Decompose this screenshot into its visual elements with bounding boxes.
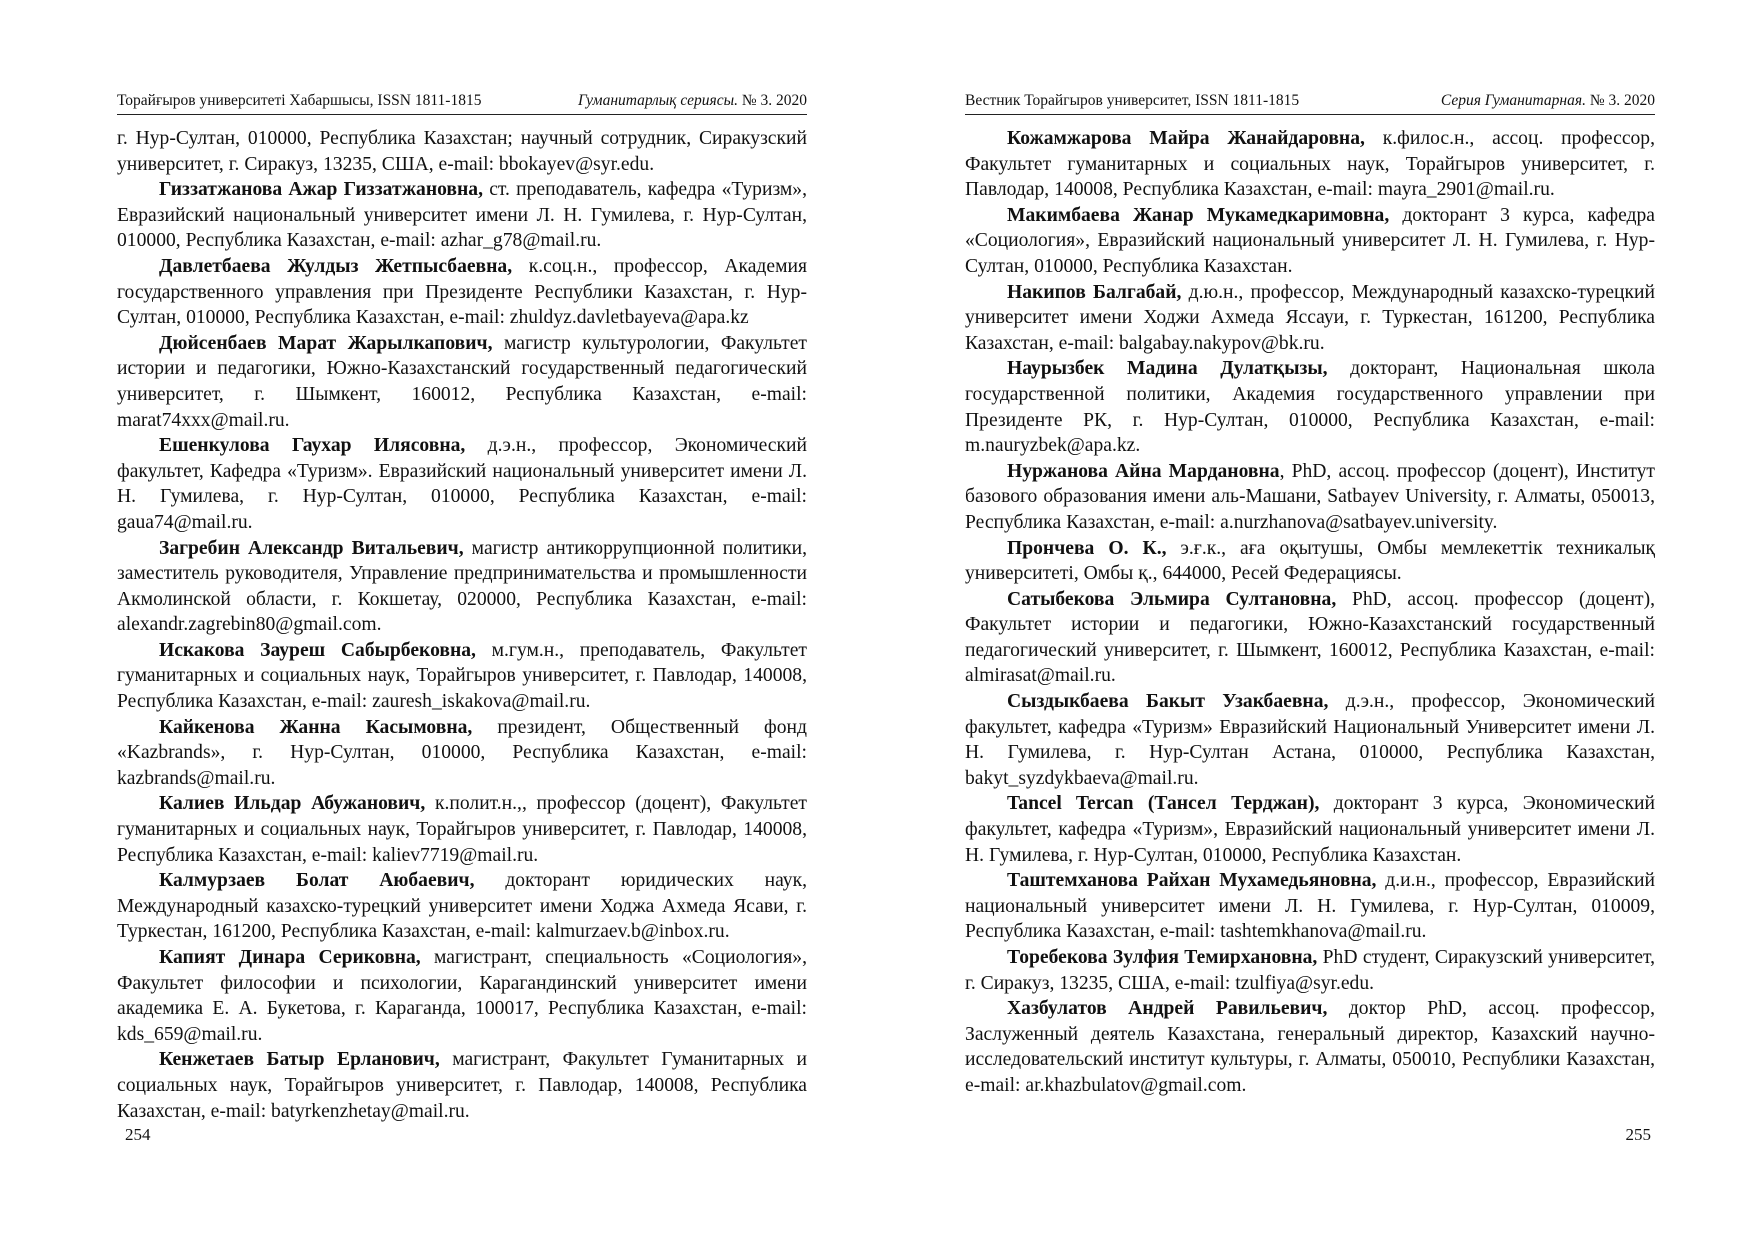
author-name: Давлетбаева Жулдыз Жетпысбаевна, [159,255,513,277]
author-entry [965,203,1655,280]
author-details: д.э.н., профессор, Экономический факультет, Кафедра «Туризм». Евразийский национальный университет имени Л. Н. Гумилева, г. Нур-Султан, 010000, Республика Казахстан, e-mail: gaua74@mail.ru. [117,435,807,533]
author-name: Кайкенова Жанна Касымовна, [159,716,473,738]
author-name: Капият Динара Сериковна, [159,947,421,968]
author-name: Загребин Александр Витальевич, [159,537,464,559]
author-name: Прончева О. К., [1007,537,1167,559]
author-details: к.полит.н.,, профессор (доцент), Факультет гуманитарных и социальных наук, Торайгыров университет, г. Павлодар, 140008, Республика Казахстан, e-mail: kaliev7719@mail.ru. [117,793,807,866]
author-entry [117,1047,807,1124]
author-entry [117,945,807,1047]
author-name: Ешенкулова Гаухар Илясовна, [159,435,466,457]
author-name: Макимбаева Жанар Мукамедкаримовна, [1007,204,1390,226]
author-name: Tancel Tercan (Тансел Терджан), [1007,793,1320,815]
author-name: Гиззатжанова Ажар Гиззатжановна, [159,179,483,201]
author-entry [965,536,1655,587]
author-name: Дюйсенбаев Марат Жарылкапович, [159,332,493,354]
issue-info: № 3. 2020 [737,92,807,109]
running-header [117,92,807,115]
author-name: Калмурзаев Болат Аюбаевич, [159,870,475,892]
author-list [965,126,1655,1099]
author-name: Наурызбек Мадина Дулатқызы, [1007,358,1328,380]
journal-title: Вестник Торайгыров университет, ISSN 1811-1815 [965,92,1300,109]
author-details: докторант юридических наук, Международный казахско-турецкий университет имени Ходжа Ахмеда Ясави, г. Туркестан, 161200, Республика Казахстан, e-mail: kalmurzaev.b@inbox.ru. [117,870,807,943]
author-name: Торебекова Зулфия Темирхановна, [1007,947,1318,968]
author-entry [965,356,1655,458]
continued-entry: г. Нур-Султан, 010000, Республика Казахстан; научный сотрудник, Сиракузский университет, г. Сиракуз, 13235, США, e-mail: bbokayev@syr.edu. [117,128,807,175]
author-entry [965,689,1655,791]
author-entry [965,945,1655,996]
author-details: , PhD, ассоц. профессор (доцент), Институт базового образования имени аль-Машани, Satbayev University, г. Алматы, 050013, Республика Казахстан, e-mail: a.nurzhanova@satbayev.university. [965,460,1655,533]
author-entry [965,791,1655,868]
author-details: к.филос.н., ассоц. профессор, Факультет гуманитарных и социальных наук, Торайгыров университет, г. Павлодар, 140008, Республика Казахстан, e-mail: mayra_2901@mail.ru. [965,128,1656,201]
author-details: доктор PhD, ассоц. профессор, Заслуженный деятель Казахстана, генеральный директор, Казахский научно-исследовательский институт культуры, г. Алматы, 050010, Республики Казахстан, e-mail: ar.khazbulatov@gmail.com. [965,998,1655,1096]
author-name: Калиев Ильдар Абужанович, [159,793,426,815]
series-title: Гуманитарлық сериясы. [578,92,738,109]
author-name: Кенжетаев Батыр Ерланович, [159,1049,440,1071]
author-details: докторант 3 курса, Экономический факультет, кафедра «Туризм», Евразийский национальный университет имени Л. Н. Гумилева, г. Нур-Султан, 010000, Республика Казахстан. [965,793,1655,866]
author-details: магистр антикоррупционной политики, заместитель руководителя, Управление предпринимательства и промышленности Акмолинской области, г. Кокшетау, 020000, Республика Казахстан, e-mail: alexandr.zagrebin80@gmail.com. [117,537,807,636]
author-entry [965,587,1655,689]
series-info [578,92,807,110]
author-details: д.и.н., профессор, Евразийский национальный университет имени Л. Н. Гумилева, г. Нур-Султан, 010009, Республика Казахстан, e-mail: tashtemkhanova@mail.ru. [965,870,1655,943]
left-page [117,0,807,1241]
author-name: Сыздыкбаева Бакыт Узакбаевна, [1007,691,1329,713]
author-name: Кожамжарова Майра Жанайдаровна, [1007,128,1365,149]
author-entry [965,868,1655,945]
author-name: Таштемханова Райхан Мухамедьяновна, [1007,870,1377,892]
author-entry [965,280,1655,357]
author-details: докторант, Национальная школа государственной политики, Академия государственного управлении при Президенте РК, г. Нур-Султан, 010000, Республика Казахстан, e-mail: m.nauryzbek@apa.kz. [965,358,1655,457]
series-info [1441,92,1655,110]
author-entry [117,715,807,792]
author-details: магистрант, специальность «Социология», Факультет философии и психологии, Карагандинский университет имени академика Е. А. Букетова, г. Караганда, 100017, Республика Казахстан, e-mail: kds_659@mail.ru. [117,947,807,1045]
author-entry [117,868,807,945]
author-details: м.гум.н., преподаватель, Факультет гуманитарных и социальных наук, Торайгыров университет, г. Павлодар, 140008, Республика Казахстан, e-mail: zauresh_iskakova@mail.ru. [117,639,807,713]
author-details: докторант 3 курса, кафедра «Социология», Евразийский национальный университет Л. Н. Гумилева, г. Нур-Султан, 010000, Республика Казахстан. [965,204,1655,277]
right-page [965,0,1655,1241]
author-entry [117,433,807,535]
author-entry [117,177,807,254]
running-header [965,92,1655,115]
author-entry [965,126,1655,203]
author-details: магистр культурологии, Факультет истории и педагогики, Южно-Казахстанский государственный педагогический университет, г. Шымкент, 160012, Республика Казахстан, e-mail: marat74xxx@mail.ru. [117,332,807,431]
author-details: к.соц.н., профессор, Академия государственного управления при Президенте Республики Казахстан, г. Нур-Султан, 010000, Республика Казахстан, e-mail: zhuldyz.davletbayeva@apa.kz [117,255,807,329]
journal-title: Торайғыров университеті Хабаршысы, ISSN 1811-1815 [117,92,482,109]
author-entry [965,459,1655,536]
series-title: Серия Гуманитарная. [1440,92,1586,109]
author-details: президент, Общественный фонд «Kazbrands», г. Нур-Султан, 010000, Республика Казахстан, e-mail: kazbrands@mail.ru. [117,716,807,789]
author-entry [117,638,807,715]
author-entry [117,254,807,331]
author-entry [965,996,1655,1098]
author-details: магистрант, Факультет Гуманитарных и социальных наук, Торайгыров университет, г. Павлодар, 140008, Республика Казахстан, e-mail: batyrkenzhetay@mail.ru. [117,1049,808,1122]
author-details: д.ю.н., профессор, Международный казахско-турецкий университет имени Ходжи Ахмеда Яссауи, г. Туркестан, 161200, Республика Казахстан, e-mail: balgabay.nakypov@bk.ru. [965,281,1655,354]
issue-info: № 3. 2020 [1585,92,1655,109]
author-details: PhD студент, Сиракузский университет, г. Сиракуз, 13235, США, e-mail: tzulfiya@syr.edu. [965,947,1655,994]
author-name: Накипов Балгабай, [1007,281,1182,303]
author-entry [117,791,807,868]
author-name: Искакова Зауреш Сабырбековна, [159,639,476,661]
author-list [117,126,807,1124]
page-number: 255 [1625,1125,1651,1144]
author-details: э.ғ.к., аға оқытушы, Омбы мемлекеттік техникалық университеті, Омбы қ., 644000, Ресей Федерациясы. [965,537,1656,585]
author-entry [117,331,807,433]
author-entry [117,536,807,638]
author-name: Нуржанова Айна Мардановна [1007,460,1280,482]
author-name: Сатыбекова Эльмира Султановна, [1007,588,1337,610]
page-number: 254 [125,1125,151,1144]
author-details: PhD, ассоц. профессор (доцент), Факультет истории и педагогики, Южно-Казахстанский государственный педагогический университет, г. Шымкент, 160012, Республика Казахстан, e-mail: almirasat@mail.ru. [965,588,1655,687]
author-name: Хазбулатов Андрей Равильевич, [1007,998,1328,1020]
author-details: д.э.н., профессор, Экономический факультет, кафедра «Туризм» Евразийский Национальный Университет имени Л. Н. Гумилева, г. Нур-Султан Астана, 010000, Республика Казахстан, bakyt_syzdykbaeva@mail.ru. [965,691,1655,789]
author-details: ст. преподаватель, кафедра «Туризм», Евразийский национальный университет имени Л. Н. Гумилева, г. Нур-Султан, 010000, Республика Казахстан, e-mail: azhar_g78@mail.ru. [117,179,807,252]
